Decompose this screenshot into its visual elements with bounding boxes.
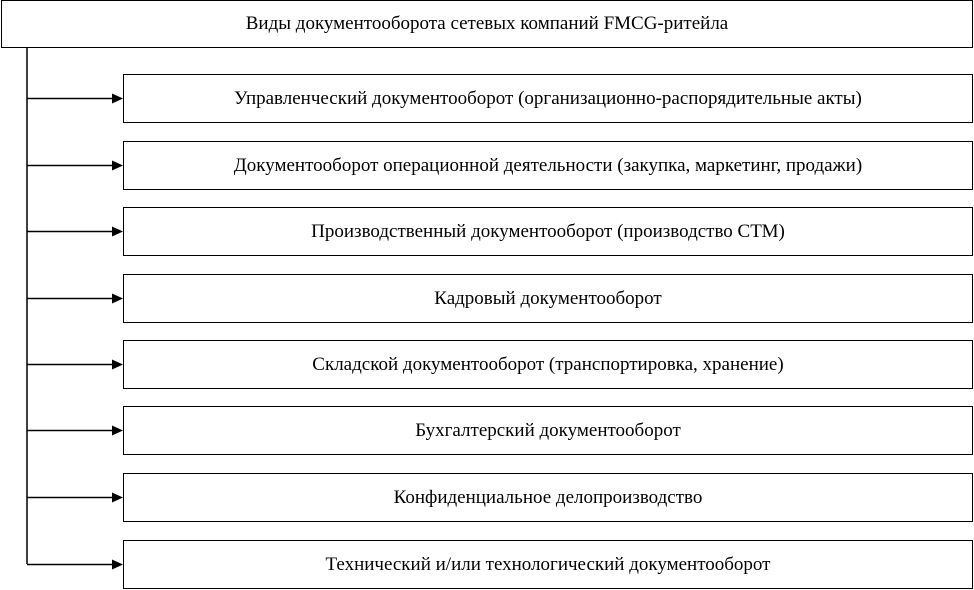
category-label: Управленческий документооборот (организационно-распорядительные акты) (234, 87, 862, 109)
category-label: Кадровый документооборот (434, 287, 662, 309)
category-box-production (123, 207, 973, 256)
category-label: Документооборот операционной деятельности (закупка, маркетинг, продажи) (233, 154, 863, 176)
arrowhead-icon (112, 560, 123, 570)
category-box-technical (123, 540, 973, 589)
arrowhead-icon (112, 294, 123, 304)
arrowhead-icon (112, 360, 123, 370)
category-label: Производственный документооборот (производство СТМ) (311, 220, 785, 242)
category-label: Технический и/или технологический документооборот (325, 553, 771, 575)
category-label: Бухгалтерский документооборот (415, 419, 681, 441)
category-box-accounting (123, 406, 973, 455)
category-box-warehouse (123, 340, 973, 389)
arrowhead-icon (112, 161, 123, 171)
arrowhead-icon (112, 94, 123, 104)
category-label: Складской документооборот (транспортировка, хранение) (312, 353, 784, 375)
arrowhead-icon (112, 227, 123, 237)
root-category-box (1, 0, 973, 48)
arrowhead-icon (112, 426, 123, 436)
category-box-confidential (123, 473, 973, 522)
arrowhead-icon (112, 493, 123, 503)
category-box-personnel (123, 274, 973, 323)
category-box-management (123, 74, 973, 123)
root-category-label: Виды документооборота сетевых компаний FMCG-ритейла (245, 13, 729, 34)
category-label: Конфиденциальное делопроизводство (393, 486, 703, 508)
category-box-operational (123, 141, 973, 190)
